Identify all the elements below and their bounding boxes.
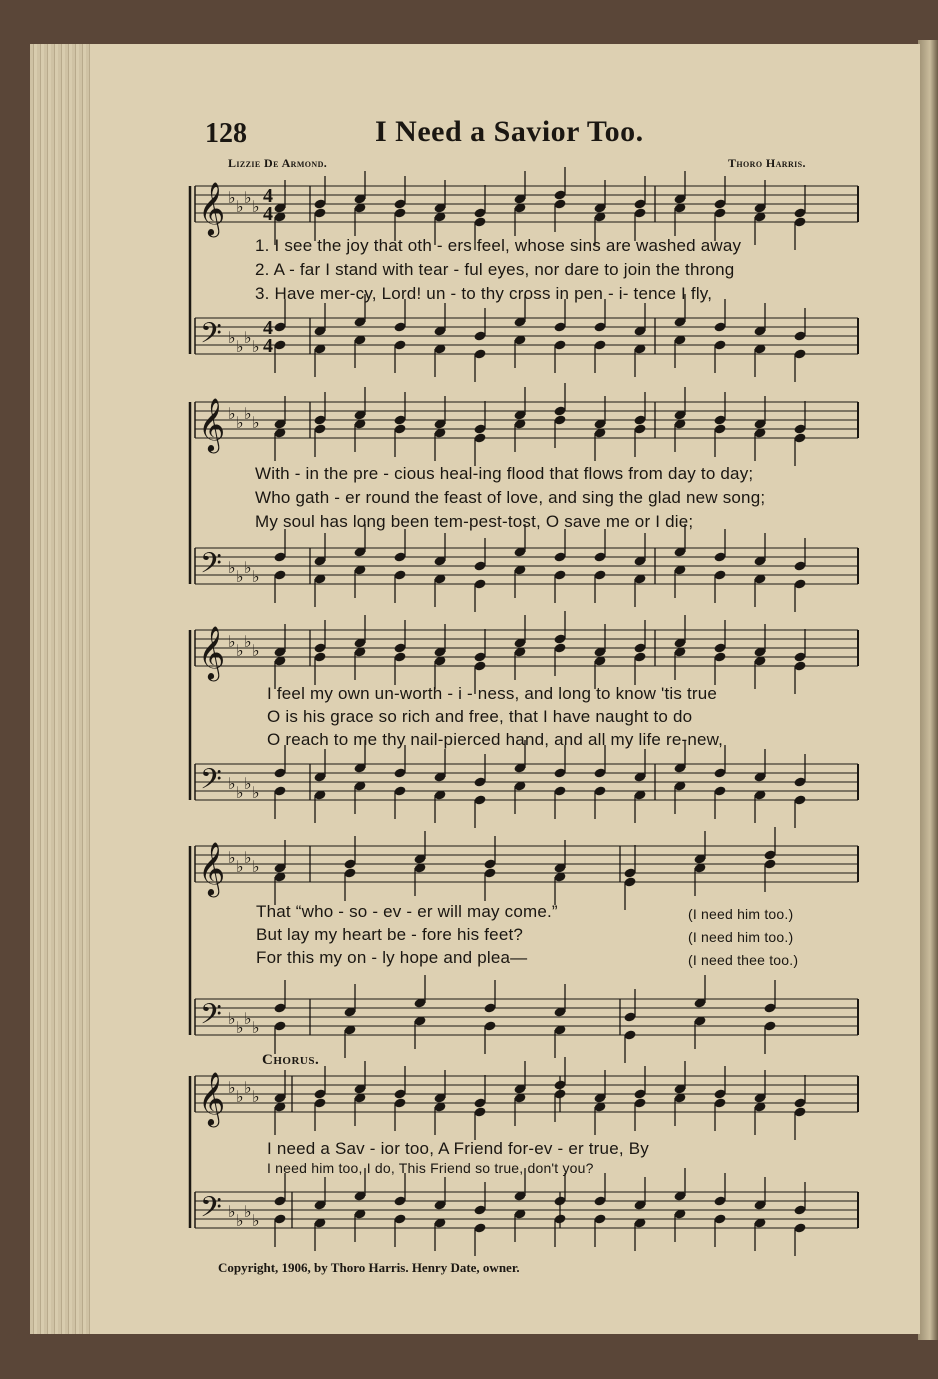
bass-clef-icon: 𝄢 (200, 1191, 222, 1231)
flat-icon: ♭ (236, 1211, 244, 1230)
verse-line: But lay my heart be - fore his feet? (256, 925, 524, 944)
bass-clef-icon: 𝄢 (200, 763, 222, 803)
verse-line: Who gath - er round the feast of love, and sing the glad new song; (255, 488, 766, 507)
flat-icon: ♭ (228, 188, 236, 207)
flat-icon: ♭ (236, 641, 244, 660)
verse-line: 3. Have mer-cy, Lord! un - to thy cross in pen - i- tence I fly, (255, 284, 713, 303)
flat-icon: ♭ (252, 337, 260, 356)
flat-icon: ♭ (228, 632, 236, 651)
treble-clef-icon: 𝄞 (198, 625, 226, 679)
time-signature: 4 (263, 203, 273, 225)
flat-icon: ♭ (228, 1078, 236, 1097)
flat-icon: ♭ (228, 848, 236, 867)
flat-icon: ♭ (244, 848, 252, 867)
flat-icon: ♭ (252, 641, 260, 660)
flat-icon: ♭ (252, 567, 260, 586)
flat-icon: ♭ (236, 197, 244, 216)
flat-icon: ♭ (252, 1087, 260, 1106)
composer-credit: Thoro Harris. (728, 156, 806, 170)
treble-clef-icon: 𝄞 (198, 181, 226, 235)
flat-icon: ♭ (228, 558, 236, 577)
flat-icon: ♭ (244, 1202, 252, 1221)
echo-line: (I need him too.) (688, 906, 794, 922)
flat-icon: ♭ (236, 1087, 244, 1106)
treble-clef-icon: 𝄞 (198, 397, 226, 451)
flat-icon: ♭ (244, 328, 252, 347)
verse-line: My soul has long been tem-pest-tost, O save me or I die; (255, 512, 694, 531)
flat-icon: ♭ (244, 1078, 252, 1097)
flat-icon: ♭ (244, 558, 252, 577)
flat-icon: ♭ (228, 328, 236, 347)
flat-icon: ♭ (236, 567, 244, 586)
verse-line: I feel my own un-worth - i - ness, and long to know 'tis true (267, 684, 718, 703)
flat-icon: ♭ (244, 188, 252, 207)
bass-clef-icon: 𝄢 (200, 998, 222, 1038)
bass-clef-icon: 𝄢 (200, 547, 222, 587)
verse-line: 2. A - far I stand with tear - ful eyes, nor dare to join the throng (255, 260, 735, 279)
flat-icon: ♭ (236, 783, 244, 802)
verse-line: O is his grace so rich and free, that I have naught to do (267, 707, 693, 726)
treble-clef-icon: 𝄞 (198, 841, 226, 895)
chorus-label: Chorus. (262, 1052, 320, 1068)
flat-icon: ♭ (236, 413, 244, 432)
flat-icon: ♭ (228, 1009, 236, 1028)
time-signature: 4 (263, 185, 273, 207)
flat-icon: ♭ (236, 337, 244, 356)
flat-icon: ♭ (228, 404, 236, 423)
flat-icon: ♭ (244, 632, 252, 651)
verse-line: O reach to me thy nail-pierced hand, and all my life re-new, (267, 730, 724, 749)
verse-line: With - in the pre - cious heal-ing flood that flows from day to day; (255, 464, 754, 483)
verse-line: For this my on - ly hope and plea— (256, 948, 528, 967)
page-number: 128 (205, 118, 247, 149)
echo-line: (I need thee too.) (688, 952, 799, 968)
lyricist-credit: Lizzie De Armond. (228, 156, 328, 170)
flat-icon: ♭ (252, 1018, 260, 1037)
flat-icon: ♭ (236, 857, 244, 876)
flat-icon: ♭ (252, 197, 260, 216)
flat-icon: ♭ (252, 413, 260, 432)
time-signature: 4 (263, 317, 273, 339)
hymn-title: I Need a Savior Too. (375, 115, 644, 148)
flat-icon: ♭ (252, 857, 260, 876)
chorus-line: I need a Sav - ior too, A Friend for-ev - er true, By (267, 1139, 649, 1158)
bass-clef-icon: 𝄢 (200, 317, 222, 357)
flat-icon: ♭ (228, 1202, 236, 1221)
chorus-echo-line: I need him too, I do, This Friend so true, don't you? (267, 1160, 594, 1176)
flat-icon: ♭ (252, 1211, 260, 1230)
flat-icon: ♭ (228, 774, 236, 793)
flat-icon: ♭ (236, 1018, 244, 1037)
time-signature: 4 (263, 335, 273, 357)
verse-line: 1. I see the joy that oth - ers feel, whose sins are washed away (255, 236, 742, 255)
treble-clef-icon: 𝄞 (198, 1071, 226, 1125)
flat-icon: ♭ (252, 783, 260, 802)
echo-line: (I need him too.) (688, 929, 794, 945)
flat-icon: ♭ (244, 1009, 252, 1028)
verse-line: That “who - so - ev - er will may come.” (256, 902, 558, 921)
copyright-notice: Copyright, 1906, by Thoro Harris. Henry Date, owner. (218, 1260, 520, 1275)
flat-icon: ♭ (244, 404, 252, 423)
flat-icon: ♭ (244, 774, 252, 793)
